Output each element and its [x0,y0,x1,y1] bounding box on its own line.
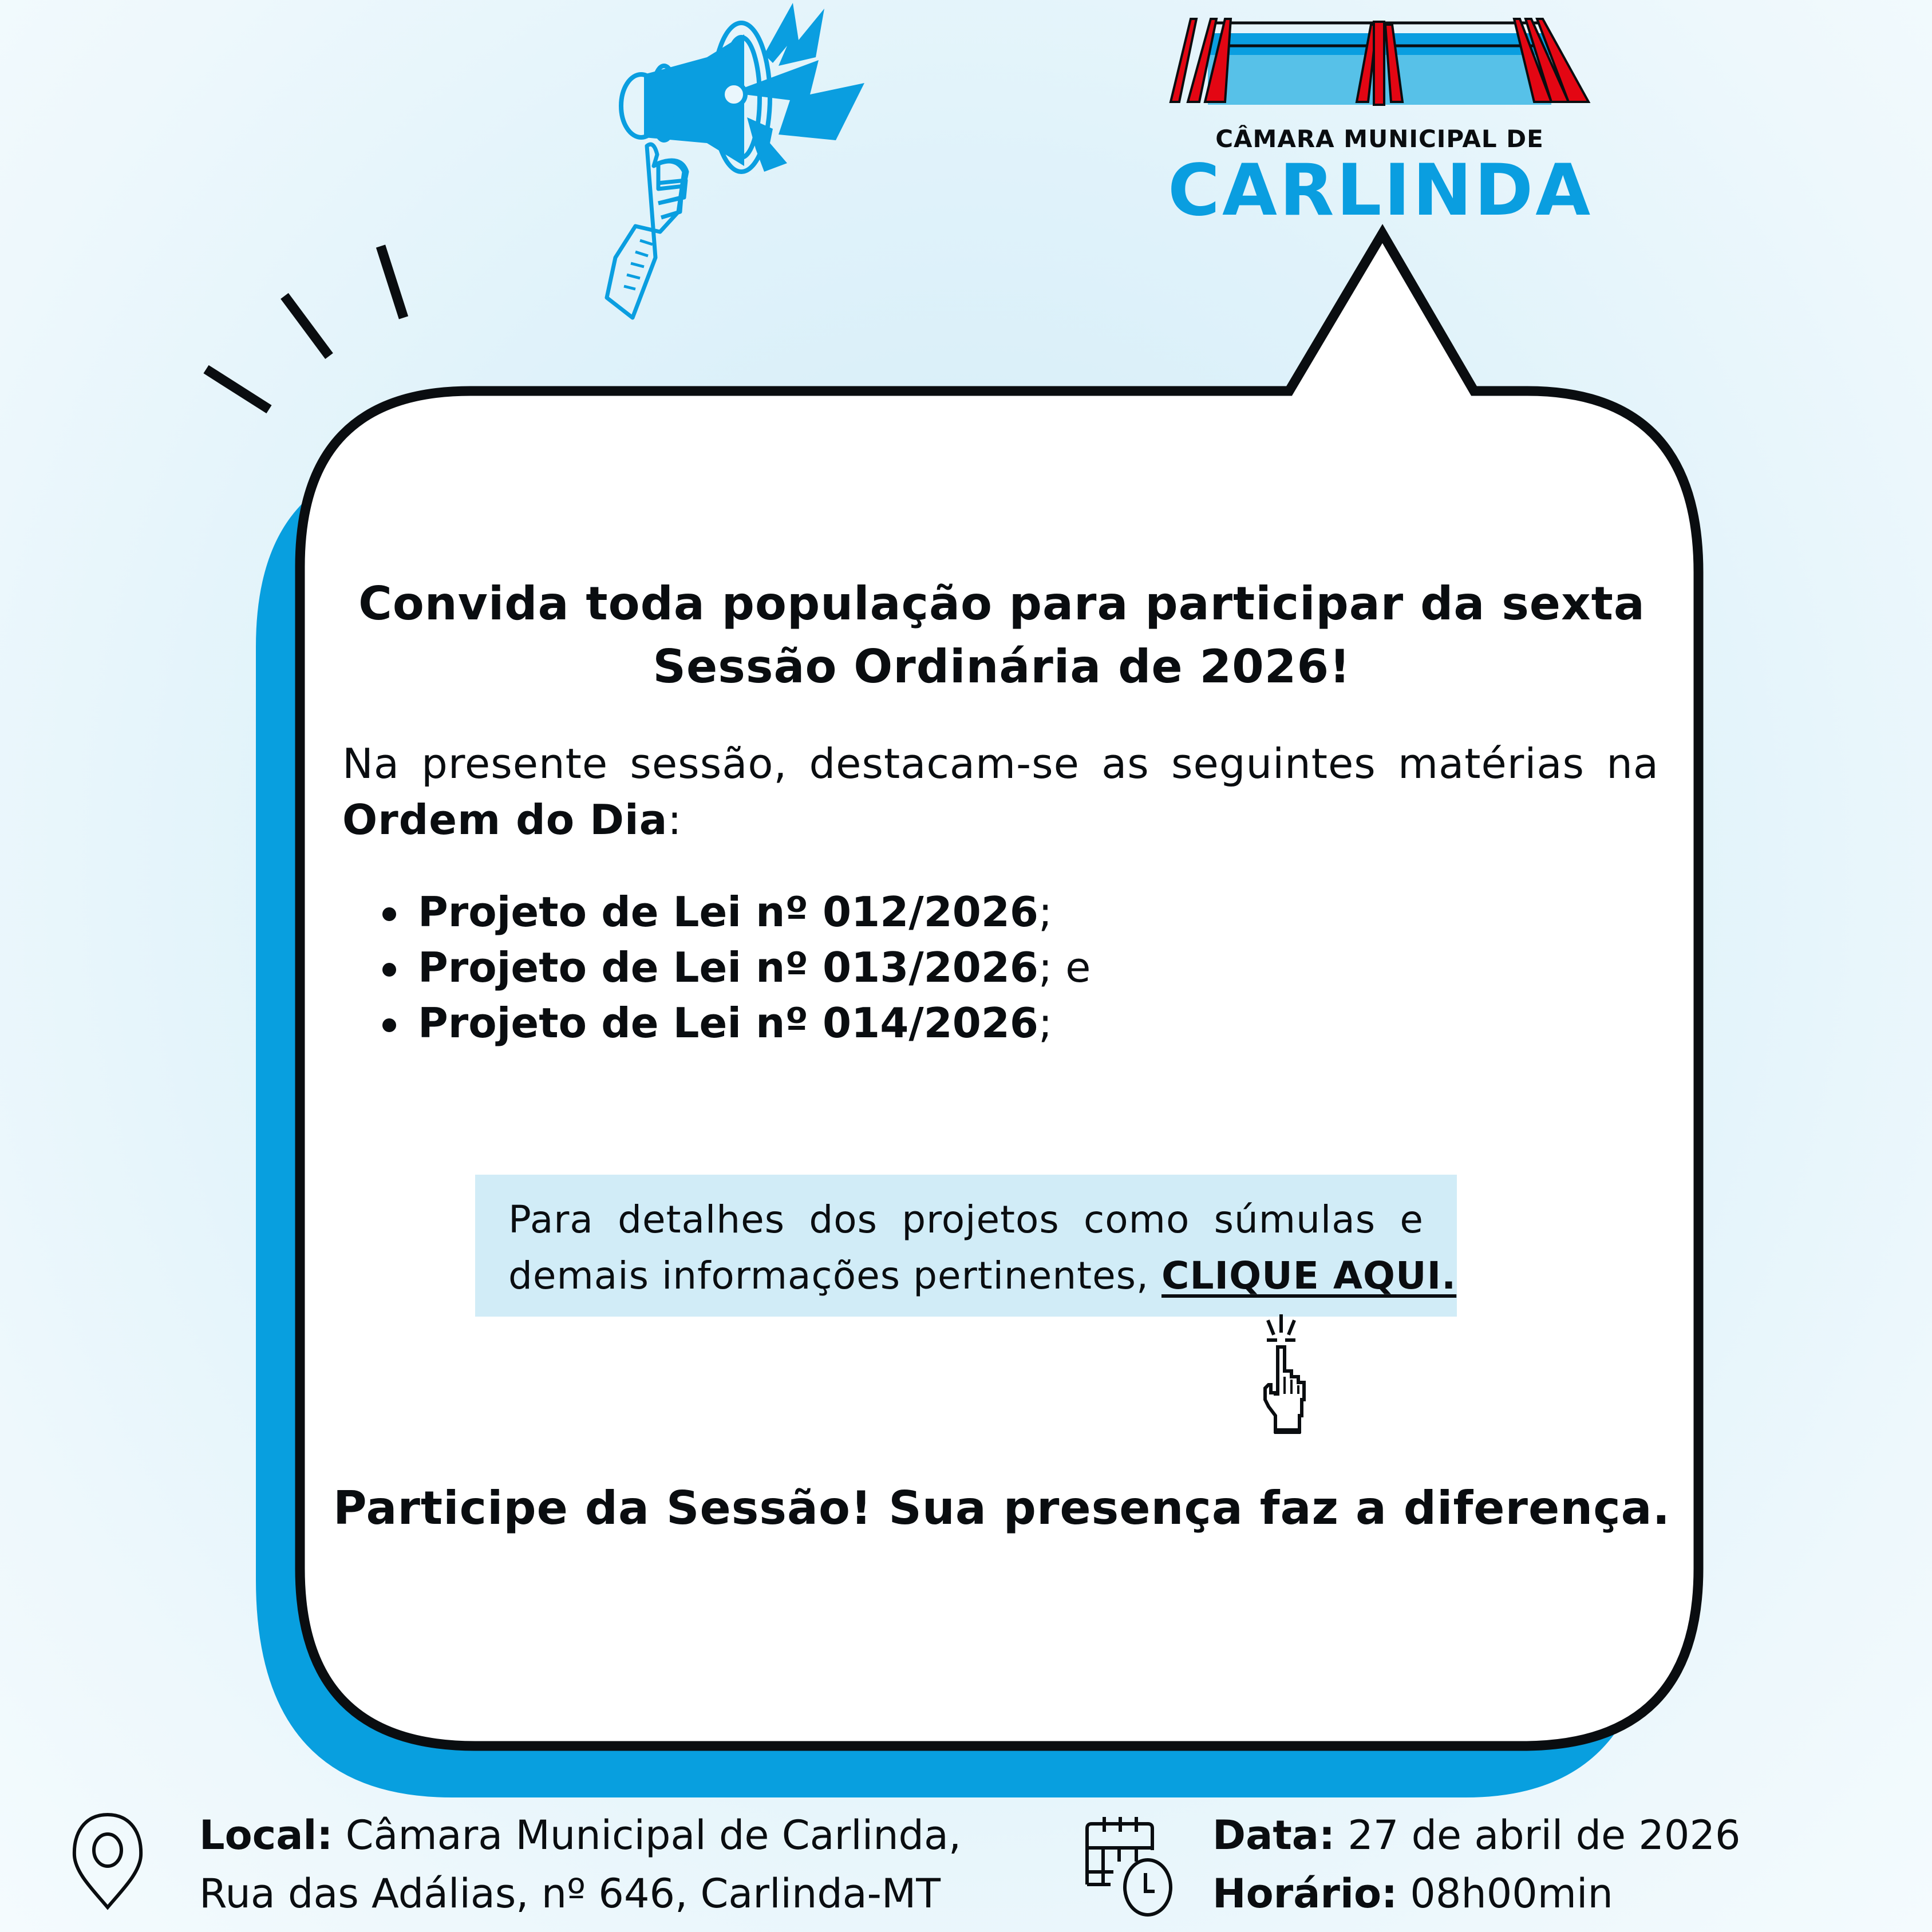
info-word: como [1084,1198,1190,1242]
logo-building-icon [1168,10,1591,110]
info-word: projetos [902,1198,1060,1242]
info-word: detalhes [618,1198,785,1242]
title-line-1: Convida toda população para participar da sexta [358,577,1645,630]
location-line-1 [199,1806,961,1864]
location-line-2: Rua das Adálias, nº 646, Carlinda-MT [199,1870,941,1917]
megaphone-icon [590,0,1042,321]
item-suffix: ; e [1038,943,1091,991]
click-here-link[interactable]: CLIQUE AQUI. [1161,1254,1457,1298]
logo-subtitle: CÂMARA MUNICIPAL DE [1215,125,1544,153]
info-word: dos [809,1198,878,1242]
info-line-1 [508,1192,1424,1248]
list-item [378,940,1091,995]
info-line-2 [508,1248,1457,1304]
time-label: Horário: [1212,1870,1398,1917]
info-box [475,1175,1457,1317]
time-value: 08h00min [1397,1870,1613,1917]
page-title [321,572,1683,698]
time-line [1212,1864,1741,1923]
info-word: Para [508,1198,594,1242]
intro-paragraph [342,736,1659,848]
logo-title: CARLINDA [1168,149,1593,232]
calendar-clock-icon [1079,1816,1194,1919]
date-value: 27 de abril de 2026 [1335,1812,1741,1859]
item-suffix: ; [1038,999,1053,1047]
agenda-list [378,884,1091,1051]
item-suffix: ; [1038,888,1053,936]
info-word: súmulas [1214,1198,1376,1242]
intro-text: Na presente sessão, destacam-se as seguintes matérias na [342,740,1659,788]
location-label: Local: [199,1812,333,1859]
item-label: Projeto de Lei nº 012/2026 [418,888,1039,936]
date-line [1212,1806,1741,1864]
info-word: e [1400,1198,1424,1242]
accent-strokes-icon [206,246,404,409]
list-item [378,995,1091,1051]
location-value: Câmara Municipal de Carlinda, [333,1812,962,1859]
title-line-2: Sessão Ordinária de 2026! [653,640,1351,693]
list-item [378,884,1091,940]
item-label: Projeto de Lei nº 013/2026 [418,943,1039,991]
map-pin-icon [68,1810,148,1913]
item-label: Projeto de Lei nº 014/2026 [418,999,1039,1047]
info-text: demais informações pertinentes, [508,1254,1162,1298]
intro-suffix: : [667,796,682,844]
logo [1168,10,1593,232]
hand-pointer-icon [1248,1314,1340,1440]
location-info [199,1806,961,1923]
schedule-info [1212,1806,1741,1923]
intro-bold: Ordem do Dia [342,796,668,844]
date-label: Data: [1212,1812,1336,1859]
closing-message: Participe da Sessão! Sua presença faz a diferença. [333,1481,1670,1535]
